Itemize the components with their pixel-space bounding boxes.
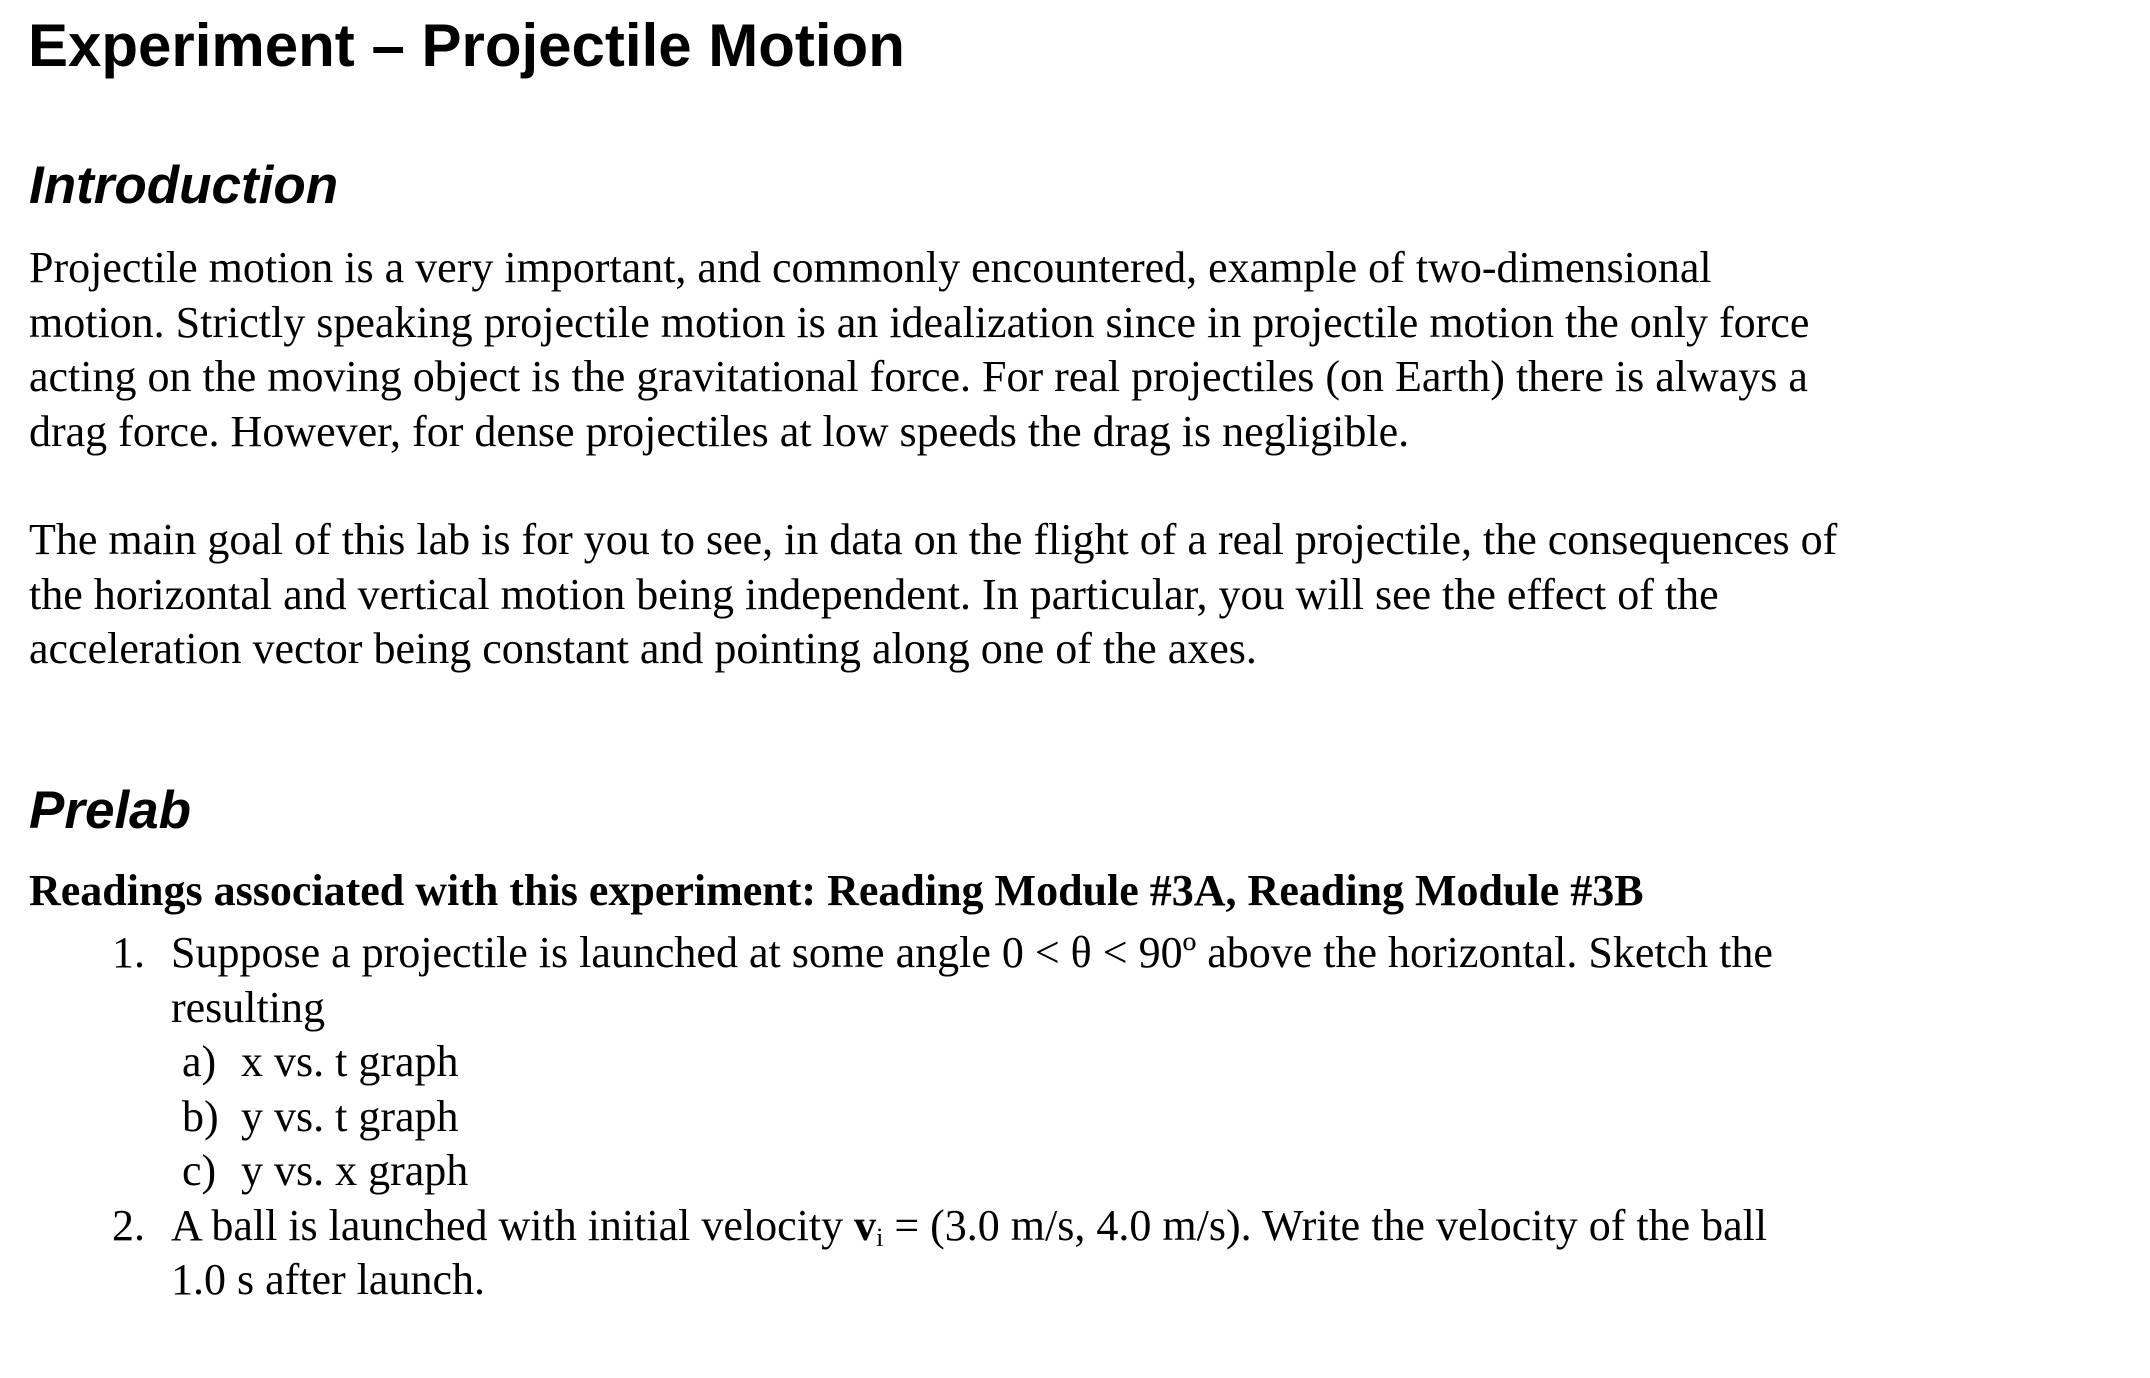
question-number: 1.	[112, 928, 145, 977]
paragraph-line: Projectile motion is a very important, and commonly encountered, example of two-dimensional	[29, 243, 1712, 292]
paragraph-line: motion. Strictly speaking projectile motion is an idealization since in projectile motion the only force	[29, 297, 1810, 347]
prelab-heading: Prelab	[29, 781, 192, 840]
question-text-continued: resulting	[171, 982, 325, 1032]
subitem-letter: c)	[182, 1146, 217, 1195]
question-number: 2.	[112, 1200, 145, 1250]
subitem-letter: b)	[182, 1091, 219, 1141]
paragraph-line: acting on the moving object is the gravitational force. For real projectiles (on Earth) there is always a	[29, 352, 1808, 401]
introduction-paragraph-2	[29, 513, 1837, 677]
subitem-letter: a)	[182, 1037, 217, 1086]
subitem-text: y vs. t graph	[241, 1091, 459, 1141]
subitem-text: y vs. x graph	[241, 1146, 469, 1195]
paragraph-line: drag force. However, for dense projectiles at low speeds the drag is negligible.	[29, 406, 1410, 456]
question-text	[171, 1199, 1767, 1254]
question-text: Suppose a projectile is launched at some angle 0 < θ < 90º above the horizontal. Sketch the	[171, 928, 1773, 977]
readings-line: Readings associated with this experiment: Reading Module #3A, Reading Module #3B	[29, 866, 1644, 915]
question-text-end: = (3.0 m/s, 4.0 m/s). Write the velocity of the ball	[883, 1200, 1768, 1250]
question-text-start: A ball is launched with initial velocity	[171, 1200, 855, 1250]
paragraph-line: acceleration vector being constant and pointing along one of the axes.	[29, 624, 1257, 673]
velocity-subscript: i	[876, 1222, 884, 1252]
document-title: Experiment – Projectile Motion	[28, 12, 905, 79]
velocity-vector-symbol: v	[854, 1200, 877, 1250]
question-text-continued: 1.0 s after launch.	[171, 1255, 485, 1304]
paragraph-line: The main goal of this lab is for you to see, in data on the flight of a real projectile, the consequences of	[29, 515, 1838, 564]
introduction-heading: Introduction	[29, 156, 339, 215]
paragraph-line: the horizontal and vertical motion being independent. In particular, you will see the effect of the	[29, 569, 1719, 619]
subitem-text: x vs. t graph	[241, 1037, 459, 1086]
introduction-paragraph-1	[29, 241, 1809, 459]
